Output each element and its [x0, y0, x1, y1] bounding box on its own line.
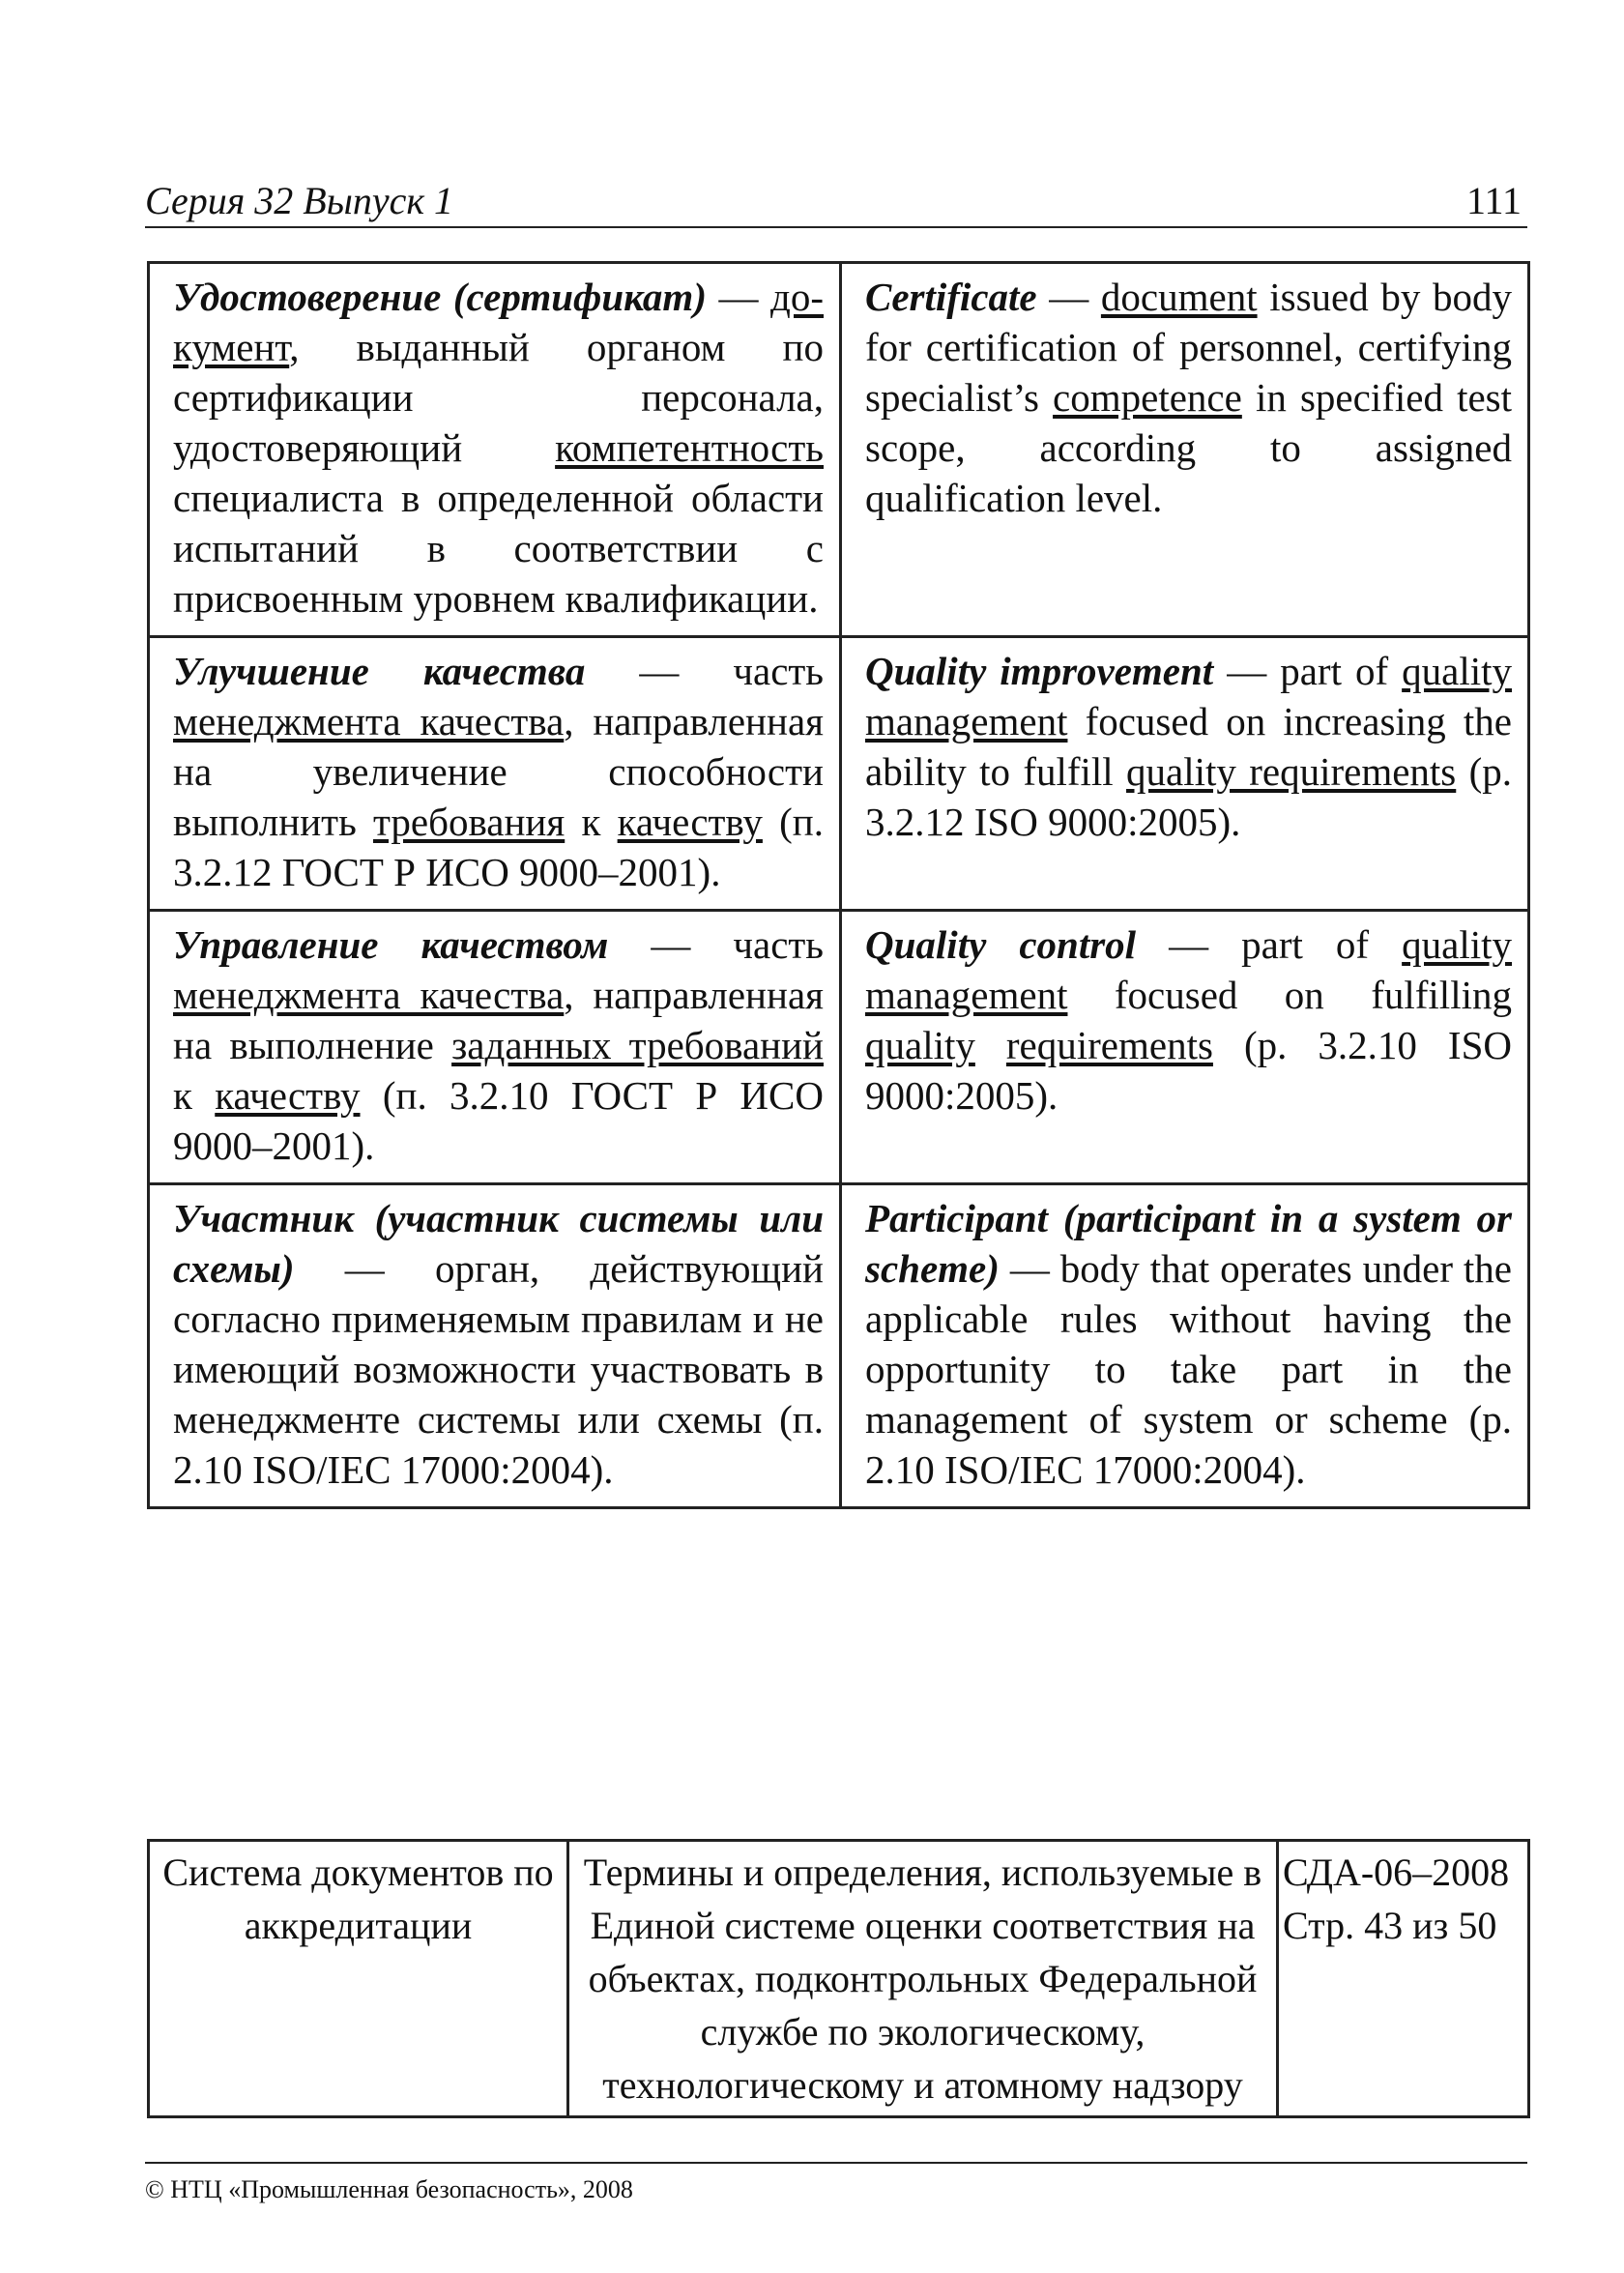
term-link[interactable]: requirements: [1005, 1023, 1213, 1067]
definition-text: , выданный органом по сертификации персонала, удостоверяющий: [173, 325, 824, 470]
definition-text: focused on increasing the ability to fulfill: [865, 699, 1512, 794]
term-name: Улучшение качества: [173, 649, 586, 693]
term-link[interactable]: требования: [373, 800, 566, 844]
term-name: Quality control: [865, 922, 1137, 967]
document-footer-table: [147, 1839, 1530, 2118]
document-code: СДА-06–2008: [1283, 1850, 1510, 1894]
term-link[interactable]: до-кумент: [173, 275, 825, 369]
dash: —: [706, 275, 770, 319]
page-number: 111: [1465, 179, 1522, 222]
definition-text: [975, 1023, 1006, 1067]
term-link[interactable]: качеству: [215, 1073, 361, 1118]
definition-text: к: [173, 1073, 216, 1118]
definition-ru: [149, 263, 841, 637]
term-name: Удостоверение (сертификат): [173, 275, 707, 319]
footer-code-cell: [1278, 1841, 1529, 2117]
definition-text: part of: [1241, 922, 1403, 967]
term-name: Certificate: [865, 275, 1037, 319]
term-link[interactable]: quality management: [865, 649, 1512, 743]
definition-text: in specified test scope, according to assigned qualification level.: [865, 375, 1513, 520]
definition-text: , направленная на выполнение: [173, 973, 824, 1067]
dash: —: [585, 649, 734, 693]
definition-text: (p. 3.2.10 ISO 9000:2005).: [865, 1023, 1512, 1118]
definition-text: focused on fulfilling: [1067, 973, 1512, 1017]
definition-text: body that operates under the applicable rules without having the opportunity to take part in the management of system or scheme (p. 2.10 ISO/IEC 17000:2004).: [865, 1246, 1512, 1492]
definition-text: part of: [1280, 649, 1403, 693]
page-of-total: Стр. 43 из 50: [1283, 1904, 1497, 1947]
definition-text: орган, действующий согласно применяемым правилам и не имеющий возможности участвовать в менеджменте системы или схемы (п. 2.10 ISO/IEC 17000:2004).: [173, 1246, 824, 1492]
definition-text: (п. 3.2.10 ГОСТ Р ИСО 9000–2001).: [173, 1073, 825, 1168]
definition-en: [841, 637, 1529, 911]
definition-text: часть: [733, 649, 825, 693]
dash: —: [608, 922, 734, 967]
footer-divider: [145, 2162, 1527, 2164]
definition-text: (p. 3.2.12 ISO 9000:2005).: [865, 749, 1513, 844]
term-name: Управление качеством: [173, 922, 609, 967]
term-link[interactable]: менеджмента качества: [173, 973, 565, 1017]
footer-document-title: Термины и определения, используемые в Единой системе оценки соответствия на объектах, подконтрольных Федеральной службе по экологическому, технологическому и атомному надзору: [568, 1841, 1278, 2117]
definition-ru: [149, 637, 841, 911]
definition-en: [841, 263, 1529, 637]
term-link[interactable]: менеджмента качества: [173, 699, 565, 743]
table-row: [149, 911, 1529, 1184]
dash: —: [294, 1246, 435, 1291]
term-link[interactable]: заданных требований: [451, 1023, 824, 1067]
dash: —: [999, 1246, 1060, 1291]
term-link[interactable]: document: [1100, 275, 1258, 319]
term-name: Участник (участник системы или схемы): [173, 1196, 824, 1291]
term-link[interactable]: quality management: [865, 922, 1512, 1017]
series-title: Серия 32 Выпуск 1: [145, 179, 454, 222]
term-link[interactable]: quality: [865, 1023, 975, 1067]
term-link[interactable]: качеству: [617, 800, 763, 844]
definition-text: специалиста в определенной области испытаний в соответствии с присвоенным уровнем квалификации.: [173, 476, 824, 621]
terms-table: [147, 261, 1530, 1509]
running-header: [145, 172, 1527, 228]
footer-system-name: Система документов по аккредитации: [149, 1841, 568, 2117]
definition-text: (п. 3.2.12 ГОСТ Р ИСО 9000–2001).: [173, 800, 824, 894]
term-link[interactable]: competence: [1053, 375, 1242, 420]
dash: —: [1213, 649, 1281, 693]
dash: —: [1036, 275, 1101, 319]
definition-ru: [149, 1184, 841, 1508]
copyright-notice: © НТЦ «Промышленная безопасность», 2008: [145, 2175, 633, 2203]
definition-text: часть: [733, 922, 825, 967]
definition-en: [841, 1184, 1529, 1508]
term-link[interactable]: quality requirements: [1126, 749, 1457, 794]
definition-en: [841, 911, 1529, 1184]
dash: —: [1136, 922, 1242, 967]
definition-text: к: [565, 800, 618, 844]
table-row: [149, 1184, 1529, 1508]
definition-text: , направленная на увеличение способности выполнить: [173, 699, 824, 844]
term-link[interactable]: компетентность: [555, 425, 824, 470]
term-name: Participant (participant in a system or scheme): [865, 1196, 1512, 1291]
table-row: [149, 263, 1529, 637]
table-row: [149, 637, 1529, 911]
term-name: Quality improvement: [865, 649, 1214, 693]
definition-ru: [149, 911, 841, 1184]
definition-text: issued by body for certification of personnel, certifying specialist’s: [865, 275, 1513, 420]
